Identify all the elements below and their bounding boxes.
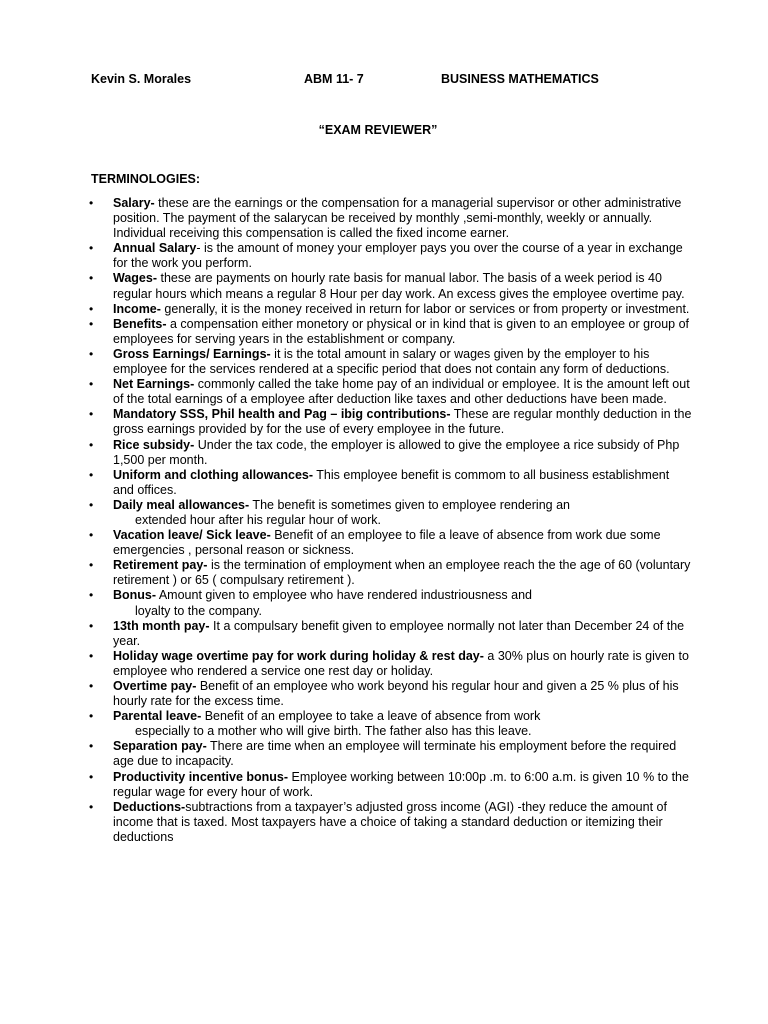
term-list-item [89,437,693,468]
term-definition: these are the earnings or the compensation for a managerial supervisor or other administrative position. The payment of the salarycan be received by monthly ,semi-monthly, weekly or annually. Individual receiving this compensation is called the fixed income earner. [113,196,682,241]
subject-name: BUSINESS MATHEMATICS [441,72,599,86]
bullet-icon: • [89,739,94,754]
bullet-icon: • [89,497,94,512]
bullet-icon: • [89,769,94,784]
term-name: Rice subsidy- [113,437,195,452]
bullet-icon: • [89,271,94,286]
term-definition: a 30% plus on hourly rate is given to employee who rendered a service one rest day or holiday. [113,648,689,678]
term-definition-continuation: especially to a mother who will give birth. The father also has this leave. [135,724,532,739]
term-list-item [89,377,693,407]
term-definition: a compensation either monetory or physical or in kind that is given to an employee or group of employees for serving years in the establishment or company. [113,316,689,346]
bullet-icon: • [89,528,94,543]
term-definition: commonly called the take home pay of an individual or employee. It is the amount left out of the total earnings of a employee after deduction like taxes and other deductions have been made. [113,377,690,407]
term-list-item [89,588,693,618]
bullet-icon: • [89,799,94,814]
term-list-item [89,241,693,271]
bullet-icon: • [89,241,94,256]
term-name: Benefits- [113,316,167,331]
term-name: Gross Earnings/ Earnings- [113,346,271,361]
term-list-item [89,709,693,739]
term-name: Separation pay- [113,739,207,754]
student-name: Kevin S. Morales [91,72,192,86]
bullet-icon: • [89,301,94,316]
term-definition: There are time when an employee will terminate his employment before the required age due to incapacity. [113,739,677,769]
bullet-icon: • [89,346,94,361]
section-heading: TERMINOLOGIES: [91,172,201,186]
document-title: “EXAM REVIEWER” [318,123,438,137]
term-list-item [89,769,693,800]
terminology-list [89,196,693,845]
term-definition: Benefit of an employee who work beyond his regular hour and given a 25 % plus of his hourly rate for the excess time. [113,679,679,709]
bullet-icon: • [89,558,94,573]
term-name: Uniform and clothing allowances- [113,467,314,482]
term-name: Net Earnings- [113,377,195,392]
term-definition-continuation: loyalty to the company. [135,603,262,618]
term-definition-continuation: extended hour after his regular hour of work. [135,512,381,527]
term-list-item [89,301,693,317]
term-definition: is the termination of employment when an employee reach the the age of 60 (voluntary retirement ) or 65 ( compulsary retirement ). [113,558,691,588]
term-name: Annual Salary [113,241,197,256]
term-definition: generally, it is the money received in return for labor or services or from property or investment. [160,301,690,316]
term-list-item [89,558,693,588]
term-name: 13th month pay- [113,618,210,633]
bullet-icon: • [89,709,94,724]
term-list-item [89,271,693,301]
term-name: Holiday wage overtime pay for work during holiday & rest day- [113,648,484,663]
term-definition: These are regular monthly deduction in the gross earnings provided by for the use of every employee in the future. [113,407,692,437]
term-definition: Benefit of an employee to file a leave of absence from work due some emergencies , personal reason or sickness. [113,528,661,558]
term-name: Wages- [113,271,157,286]
term-definition: The benefit is sometimes given to employee rendering an [249,497,570,512]
term-definition: It a compulsary benefit given to employee normally not later than December 24 of the year. [113,618,685,648]
bullet-icon: • [89,437,94,452]
bullet-icon: • [89,316,94,331]
bullet-icon: • [89,467,94,482]
bullet-icon: • [89,588,94,603]
term-definition: it is the total amount in salary or wages given by the employer to his employee for the services rendered at a specific period that does not contain any form of deductions. [113,346,670,377]
term-name: Daily meal allowances- [113,497,250,512]
term-name: Salary- [113,196,155,210]
term-definition: subtractions from a taxpayer’s adjusted gross income (AGI) -they reduce the amount of income that is taxed. Most taxpayers have a choice of taking a standard deduction or itemizing their deductions [113,799,667,844]
document-title-row [0,123,768,137]
term-list-item [89,407,693,437]
bullet-icon: • [89,407,94,422]
term-name: Overtime pay- [113,679,197,693]
term-name: Bonus- [113,588,157,603]
term-definition: Employee working between 10:00p .m. to 6:00 a.m. is given 10 % to the regular wage for every hour of work. [113,769,689,799]
bullet-icon: • [89,648,94,663]
term-list-item [89,739,693,769]
term-list-item [89,618,693,649]
term-definition: This employee benefit is commom to all business establishment and offices. [113,467,670,497]
term-name: Retirement pay- [113,558,208,573]
term-name: Parental leave- [113,709,202,724]
bullet-icon: • [89,679,94,693]
term-name: Productivity incentive bonus- [113,769,289,784]
bullet-icon: • [89,196,94,210]
bullet-icon: • [89,618,94,633]
term-definition: these are payments on hourly rate basis for manual labor. The basis of a week period is 40 regular hours which means a regular 8 Hour per day work. An excess gives the employee overtime pay. [113,271,685,301]
term-list-item [89,528,693,558]
term-list-item [89,196,693,241]
term-definition: - is the amount of money your employer pays you over the course of a year in exchange for the work you perform. [113,241,683,271]
term-list-item [89,497,693,528]
class-section: ABM 11- 7 [304,72,364,86]
term-name: Deductions- [113,799,186,814]
term-definition: Amount given to employee who have rendered industriousness and [156,588,532,603]
term-name: Income- [113,301,161,316]
term-list-item [89,679,693,709]
term-list-item [89,316,693,347]
term-list-item [89,799,693,845]
term-name: Mandatory SSS, Phil health and Pag – ibig contributions- [113,407,451,422]
term-list-item [89,467,693,498]
term-list-item [89,648,693,679]
term-name: Vacation leave/ Sick leave- [113,528,271,543]
term-definition: Under the tax code, the employer is allowed to give the employee a rice subsidy of Php 1,500 per month. [113,437,680,467]
term-definition: Benefit of an employee to take a leave of absence from work [201,709,541,724]
term-list-item [89,346,693,377]
bullet-icon: • [89,377,94,392]
